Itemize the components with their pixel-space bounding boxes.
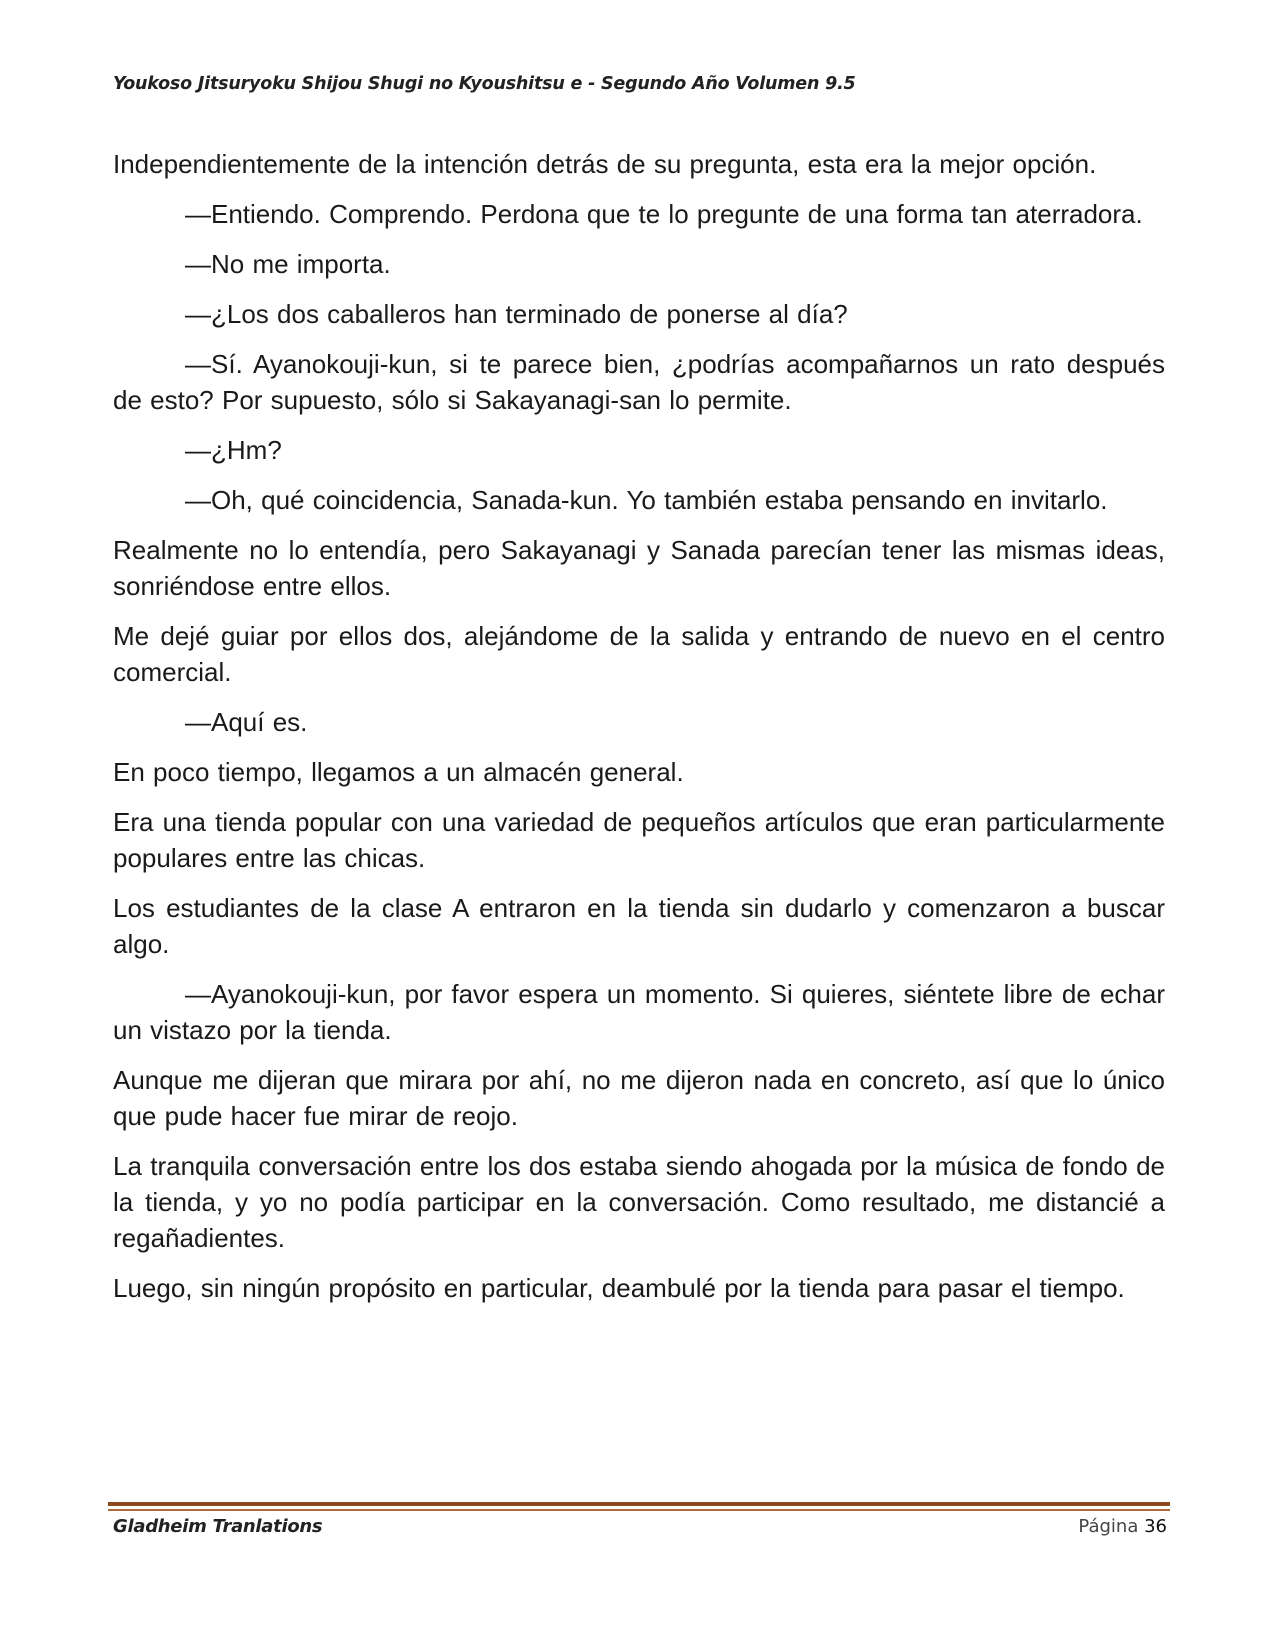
footer-divider-thick bbox=[108, 1502, 1170, 1506]
paragraph-12: Era una tienda popular con una variedad de pequeños artículos que eran particularmente populares entre las chicas. bbox=[113, 807, 1165, 873]
body-text bbox=[113, 146, 1165, 1320]
paragraph-16: La tranquila conversación entre los dos estaba siendo ahogada por la música de fondo de la tienda, y yo no podía participar en la conversación. Como resultado, me distancié a regañadientes. bbox=[113, 1151, 1165, 1253]
footer-credit: Gladheim Tranlations bbox=[113, 1516, 323, 1537]
paragraph-7: —Oh, qué coincidencia, Sanada-kun. Yo también estaba pensando en invitarlo. bbox=[185, 485, 1108, 515]
paragraph-4: —¿Los dos caballeros han terminado de ponerse al día? bbox=[185, 299, 848, 329]
paragraph-3: —No me importa. bbox=[185, 249, 391, 279]
paragraph-17: Luego, sin ningún propósito en particular, deambulé por la tienda para pasar el tiempo. bbox=[113, 1273, 1125, 1303]
paragraph-9: Me dejé guiar por ellos dos, alejándome de la salida y entrando de nuevo en el centro comercial. bbox=[113, 621, 1165, 687]
paragraph-15: Aunque me dijeran que mirara por ahí, no me dijeron nada en concreto, así que lo único que pude hacer fue mirar de reojo. bbox=[113, 1065, 1165, 1131]
paragraph-8: Realmente no lo entendía, pero Sakayanagi y Sanada parecían tener las mismas ideas, sonriéndose entre ellos. bbox=[113, 535, 1165, 601]
paragraph-13: Los estudiantes de la clase A entraron en la tienda sin dudarlo y comenzaron a buscar algo. bbox=[113, 893, 1165, 959]
paragraph-2: —Entiendo. Comprendo. Perdona que te lo pregunte de una forma tan aterradora. bbox=[185, 199, 1143, 229]
page-label: Página bbox=[1078, 1516, 1139, 1537]
footer-divider bbox=[108, 1502, 1170, 1513]
footer-divider-thin bbox=[108, 1509, 1170, 1511]
paragraph-1: Independientemente de la intención detrás de su pregunta, esta era la mejor opción. bbox=[113, 149, 1097, 179]
paragraph-11: En poco tiempo, llegamos a un almacén general. bbox=[113, 757, 684, 787]
paragraph-6: —¿Hm? bbox=[185, 435, 282, 465]
page-header-title: Youkoso Jitsuryoku Shijou Shugi no Kyoushitsu e - Segundo Año Volumen 9.5 bbox=[113, 74, 856, 94]
paragraph-14: —Ayanokouji-kun, por favor espera un momento. Si quieres, siéntete libre de echar un vistazo por la tienda. bbox=[113, 979, 1165, 1045]
page-number: 36 bbox=[1144, 1516, 1167, 1537]
paragraph-5: —Sí. Ayanokouji-kun, si te parece bien, ¿podrías acompañarnos un rato después de esto? Por supuesto, sólo si Sakayanagi-san lo permite. bbox=[113, 349, 1165, 415]
paragraph-10: —Aquí es. bbox=[185, 707, 308, 737]
page-number-block bbox=[1078, 1516, 1167, 1537]
